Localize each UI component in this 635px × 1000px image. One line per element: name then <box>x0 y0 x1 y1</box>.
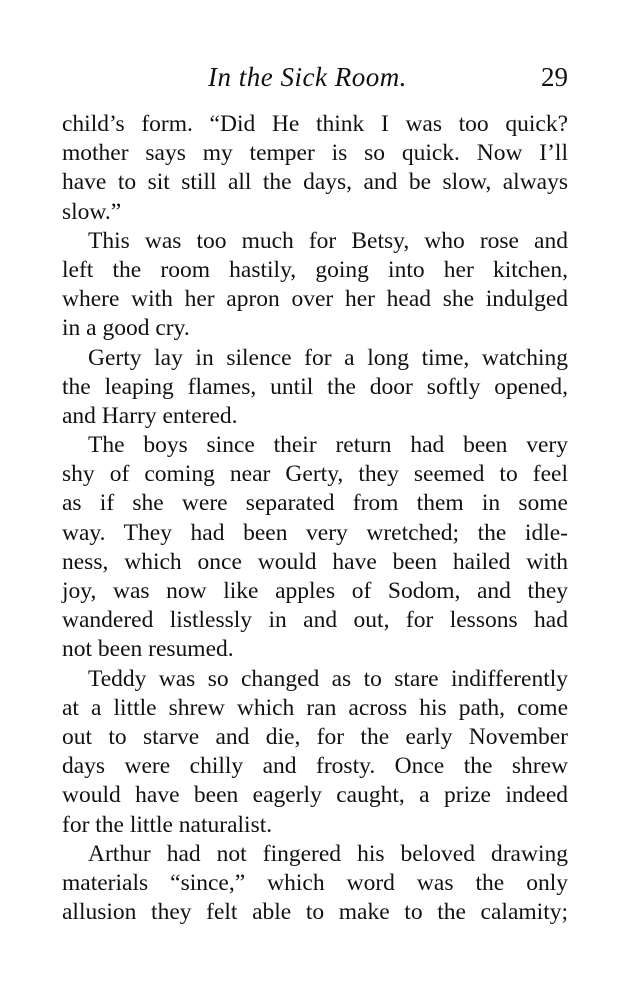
page-header <box>60 62 570 96</box>
running-head: In the Sick Room. <box>208 62 407 92</box>
text-line: Gerty lay in silence for a long time, watching <box>88 344 568 371</box>
text-line: in a good cry. <box>62 315 190 342</box>
page-number: 29 <box>541 62 568 92</box>
text-line: where with her apron over her head she indulged <box>62 286 568 313</box>
text-line: for the little naturalist. <box>62 811 273 838</box>
text-line: days were chilly and frosty. Once the shrew <box>62 753 568 780</box>
text-line: mother says my temper is so quick. Now I’ll <box>62 140 568 167</box>
text-line: Arthur had not fingered his beloved drawing <box>88 840 568 867</box>
body-text <box>62 110 568 927</box>
text-line: child’s form. “Did He think I was too quick? <box>62 111 568 137</box>
text-line: ness, which once would have been hailed with <box>62 548 568 575</box>
text-line: allusion they felt able to make to the calamity; <box>62 899 568 926</box>
text-line: joy, was now like apples of Sodom, and they <box>62 578 568 604</box>
text-line: This was too much for Betsy, who rose and <box>88 227 568 254</box>
text-line: Teddy was so changed as to stare indifferently <box>88 665 568 692</box>
text-line: way. They had been very wretched; the idle- <box>62 519 568 546</box>
text-line: not been resumed. <box>62 636 234 663</box>
text-line: left the room hastily, going into her kitchen, <box>62 256 568 283</box>
text-line: out to starve and die, for the early November <box>62 723 568 750</box>
text-line: would have been eagerly caught, a prize indeed <box>62 782 568 809</box>
text-line: slow.” <box>62 198 122 225</box>
text-line: at a little shrew which ran across his path, come <box>62 694 568 721</box>
text-line: as if she were separated from them in some <box>62 490 568 517</box>
text-line: and Harry entered. <box>62 402 238 429</box>
text-line: materials “since,” which word was the only <box>62 869 568 896</box>
text-line: wandered listlessly in and out, for lessons had <box>62 607 568 634</box>
text-line: the leaping flames, until the door softly opened, <box>62 373 568 400</box>
text-line: have to sit still all the days, and be slow, always <box>62 169 568 196</box>
text-line: The boys since their return had been very <box>88 432 568 459</box>
text-line: shy of coming near Gerty, they seemed to feel <box>62 461 568 488</box>
